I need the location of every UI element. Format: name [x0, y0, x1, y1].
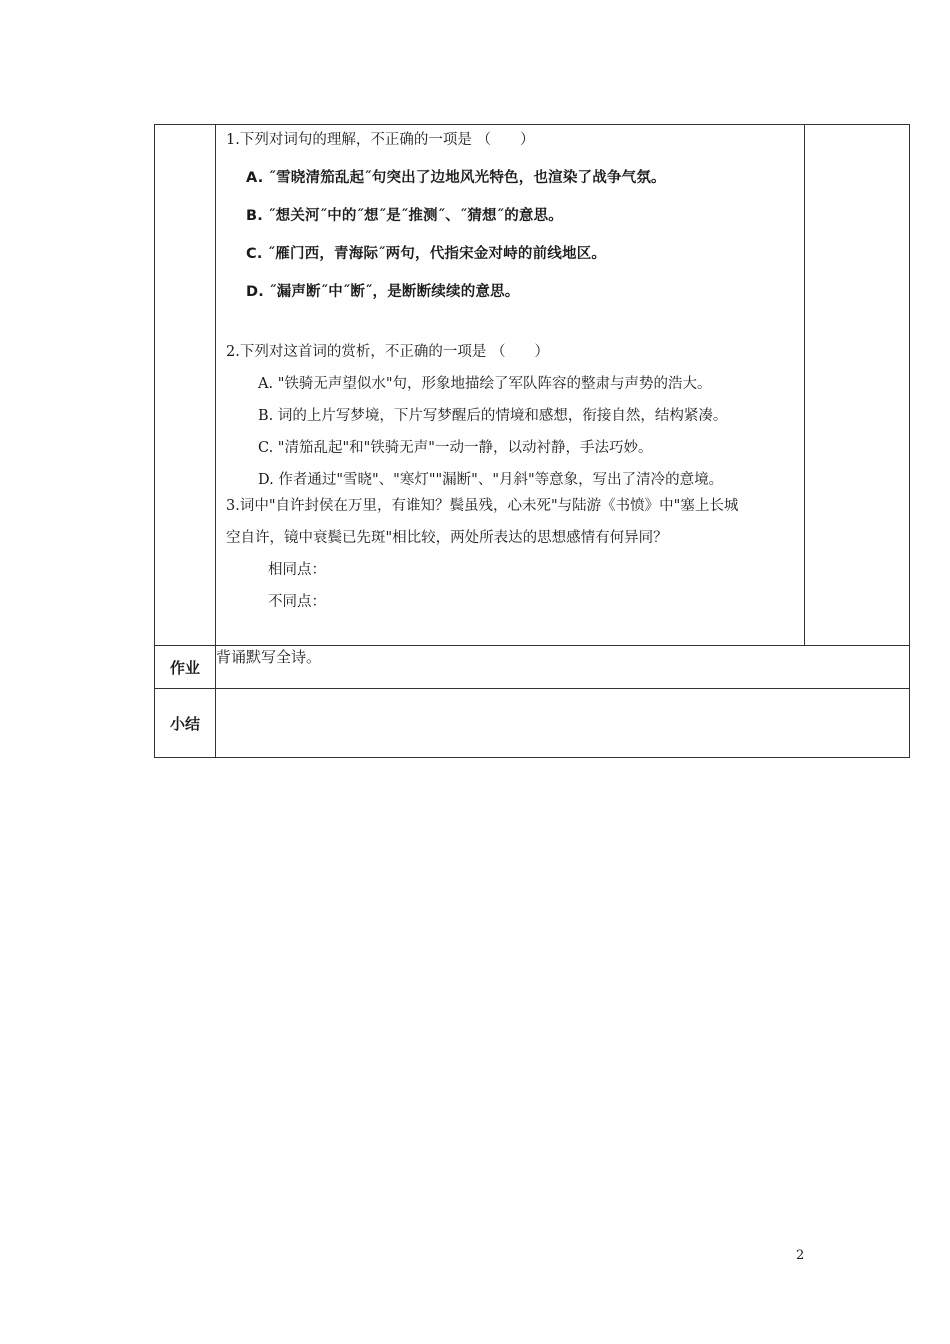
q1-stem: 1.下列对词句的理解，不正确的一项是 （ ）: [226, 132, 535, 148]
summary-label: 小结: [155, 689, 216, 758]
page-number: 2: [796, 1248, 805, 1263]
exercise-content-cell: [216, 125, 805, 646]
exercise-label-cell: [155, 125, 216, 646]
q2-option-a: A. "铁骑无声望似水"句，形象地描绘了军队阵容的整肃与声势的浩大。: [258, 376, 712, 392]
q3-stem-line2: 空自许，镜中衰鬓已先斑"相比较，两处所表达的思想感情有何异同？: [226, 530, 668, 546]
q1-option-d: D. ˝漏声断˝中˝断˝，是断断续续的意思。: [246, 284, 520, 300]
summary-content: [216, 689, 910, 758]
homework-label: 作业: [155, 646, 216, 689]
exercise-row: [155, 125, 910, 646]
q1-option-a: A. ˝雪晓清笳乱起˝句突出了边地风光特色，也渲染了战争气氛。: [246, 170, 666, 186]
q2-option-b: B. 词的上片写梦境，下片写梦醒后的情境和感想，衔接自然，结构紧凑。: [258, 408, 728, 424]
lesson-table: [154, 124, 910, 758]
q3-same-label: 相同点：: [268, 562, 326, 578]
q2-option-c: C. "清笳乱起"和"铁骑无声"一动一静，以动衬静，手法巧妙。: [258, 440, 653, 456]
q2-stem: 2.下列对这首词的赏析，不正确的一项是 （ ）: [226, 344, 549, 360]
q3-stem-line1: 3.词中"自许封侯在万里，有谁知？鬓虽残，心未死"与陆游《书愤》中"塞上长城: [226, 498, 739, 514]
q1-option-b: B. ˝想关河˝中的˝想˝是˝推测˝、˝猜想˝的意思。: [246, 208, 564, 224]
q2-option-d: D. 作者通过"雪晓"、"寒灯""漏断"、"月斜"等意象，写出了清冷的意境。: [258, 472, 724, 488]
q3-diff-label: 不同点：: [268, 594, 326, 610]
homework-text: 背诵默写全诗。: [216, 646, 910, 689]
summary-row: [155, 689, 910, 758]
q1-option-c: C. ˝雁门西，青海际˝两句，代指宋金对峙的前线地区。: [246, 246, 607, 262]
exercise-note-cell: [805, 125, 910, 646]
homework-row: [155, 646, 910, 689]
